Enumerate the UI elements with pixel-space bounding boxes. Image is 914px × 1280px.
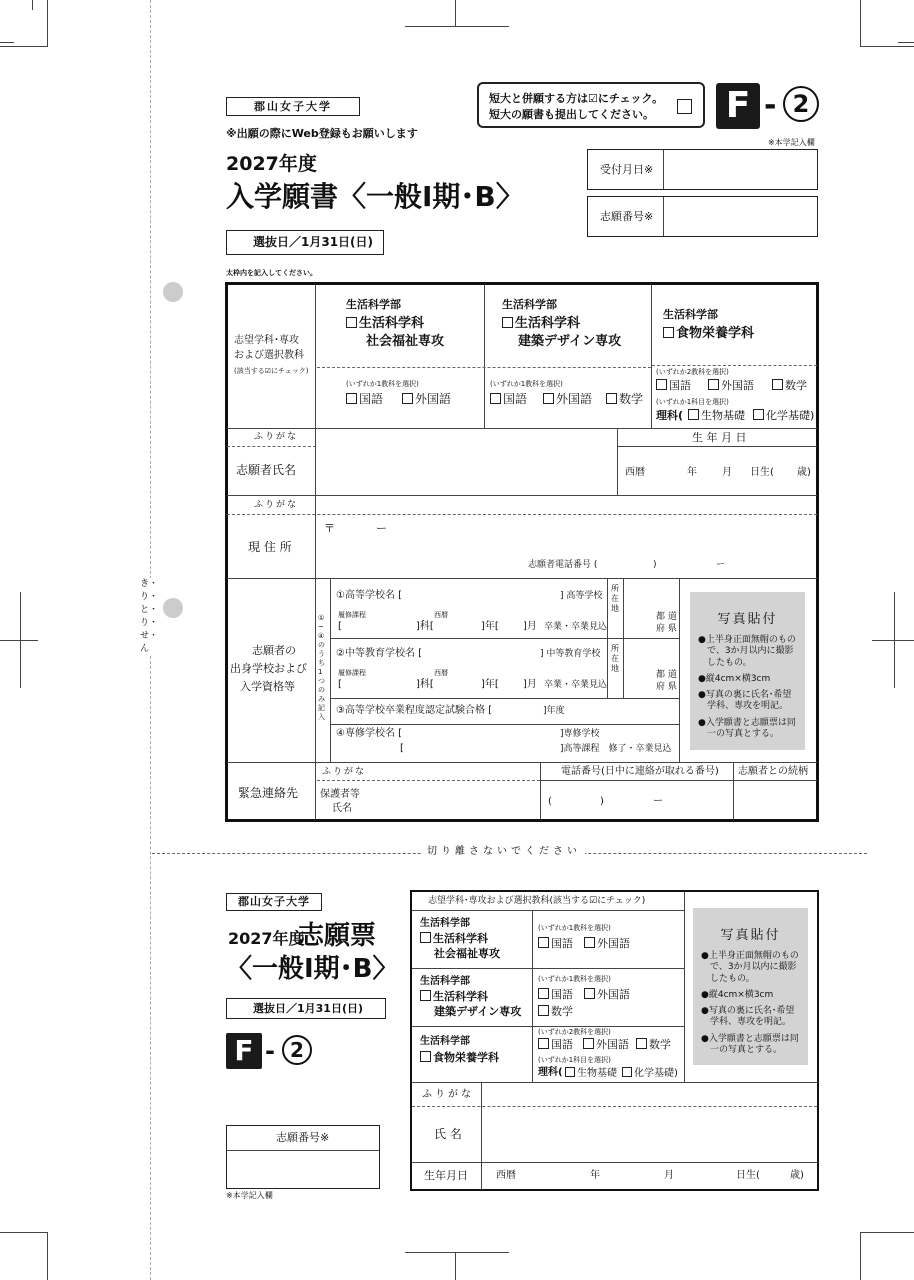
school-label3: 入学資格等 <box>240 680 295 693</box>
slip-badge-number: 2 <box>282 1035 312 1065</box>
combo-checkbox[interactable] <box>677 99 692 114</box>
badge-dash: - <box>764 88 777 123</box>
photo-note: ●入学願書と志願票は同一の写真とする。 <box>698 717 796 739</box>
dept1-subject-japanese[interactable]: 国語 <box>346 392 383 406</box>
cut-line-label: 切り離さないでください <box>423 846 585 858</box>
school-vertical-note: ①~④のうち1つのみ記入 <box>318 614 325 721</box>
furigana-label-guardian: ふりがな <box>322 767 367 777</box>
todofuken-label: 都 道 <box>656 670 677 680</box>
slip-dob-year: 年 <box>590 1170 600 1181</box>
selection-date-box: 選抜日／1月31日(日) <box>226 230 384 255</box>
slip-subtitle: 〈一般Ⅰ期･B〉 <box>226 954 399 984</box>
dept3-pick-note: (いずれか2教科を選択) <box>656 368 729 376</box>
course-bracket: [ <box>338 621 342 632</box>
slip-photo-title: 写真貼付 <box>720 928 781 943</box>
slip-d3-science-label: 理科( <box>538 1067 563 1078</box>
emergency-phone-open: ( <box>548 796 552 807</box>
address-label: 現 住 所 <box>248 540 292 554</box>
location-label: 所在地 <box>611 584 619 613</box>
slip-application-number-field[interactable] <box>227 1151 379 1188</box>
vocational-suffix2: ]高等課程 修了・卒業見込 <box>560 744 672 754</box>
slip-d2-subject-japanese[interactable]: 国語 <box>538 988 573 1001</box>
furigana-label-address: ふりがな <box>254 500 299 510</box>
course-nen: ]年[ <box>481 621 499 632</box>
course-ka: ]科[ <box>416 621 434 632</box>
dept3-subject-math[interactable]: 数学 <box>772 379 807 392</box>
slip-name-label: 氏 名 <box>434 1127 462 1141</box>
application-number-label: 志願番号※ <box>600 210 654 223</box>
phone-label: 志願者電話番号 ( <box>528 560 598 570</box>
emergency-label: 緊急連絡先 <box>238 786 299 800</box>
dept2-faculty: 生活科学部 <box>502 298 557 311</box>
dept3-science-chemistry[interactable]: 化学基礎) <box>753 409 814 422</box>
course-grad: 卒業・卒業見込 <box>544 622 608 632</box>
photo-note: ●写真の裏に氏名･希望学科、専攻を明記。 <box>698 690 792 712</box>
slip-d3-science-chemistry[interactable]: 化学基礎) <box>622 1067 678 1080</box>
todofuken-label: 都 道 <box>656 612 677 622</box>
web-note: ※出願の際にWeb登録もお願いします <box>226 127 418 140</box>
guardian-label2: 氏名 <box>332 803 352 814</box>
dob-label: 生 年 月 日 <box>692 431 747 444</box>
emergency-phone-dash: ー <box>653 796 663 807</box>
slip-application-number-label: 志願番号※ <box>276 1131 330 1144</box>
slip-d3-subject-japanese[interactable]: 国語 <box>538 1038 573 1051</box>
dept2-subject-foreign[interactable]: 外国語 <box>543 392 592 406</box>
dept3-dept-checkbox[interactable]: 食物栄養学科 <box>663 326 754 342</box>
phone-mid: ) <box>653 560 657 570</box>
dept1-major: 社会福祉専攻 <box>366 334 445 349</box>
dept3-science-note: (いずれか1科目を選択) <box>656 398 729 406</box>
dept3-subject-japanese[interactable]: 国語 <box>656 379 691 392</box>
slip-d2-subject-foreign[interactable]: 外国語 <box>584 988 630 1001</box>
slip-d1-note: (いずれか1教科を選択) <box>538 924 611 932</box>
dept2-major: 建築デザイン専攻 <box>518 334 622 349</box>
slip-d3-science-note: (いずれか1科目を選択) <box>538 1056 611 1064</box>
address-field[interactable] <box>317 516 815 556</box>
slip-d3-faculty: 生活科学部 <box>420 1036 470 1047</box>
vocational-bracket: [ <box>400 743 404 754</box>
vocational-school-name: ④専修学校名 [ <box>336 728 403 739</box>
dept1-faculty: 生活科学部 <box>346 298 401 311</box>
dept2-subject-japanese[interactable]: 国語 <box>490 392 527 406</box>
postal-dash: ー <box>376 522 387 535</box>
dept-label1: 志望学科･専攻 <box>234 335 299 346</box>
slip-d3-dept-checkbox[interactable]: 食物栄養学科 <box>420 1051 499 1064</box>
dob-year: 年 <box>687 467 697 478</box>
secondary-school-name: ②中等教育学校名 [ <box>336 648 423 659</box>
combo-line1: 短大と併願する方は☑にチェック。 <box>489 92 664 105</box>
applicant-name-label: 志願者氏名 <box>236 463 297 477</box>
slip-badge-letter: F <box>226 1033 262 1069</box>
hse-suffix: ]年度 <box>543 706 565 716</box>
school-label1: 志願者の <box>252 644 296 657</box>
slip-d1-subject-japanese[interactable]: 国語 <box>538 937 573 950</box>
year-label: 2027年度 <box>226 153 317 175</box>
slip-dob-day: 日生( <box>736 1170 760 1181</box>
slip-d2-note: (いずれか1教科を選択) <box>538 975 611 983</box>
slip-d2-major: 建築デザイン専攻 <box>434 1005 522 1018</box>
dept-label2: および選択教科 <box>234 350 304 361</box>
slip-table-header: 志望学科･専攻および選択教科(該当する☑にチェック) <box>428 896 646 906</box>
slip-d1-subject-foreign[interactable]: 外国語 <box>584 937 630 950</box>
dept1-dept-checkbox[interactable]: 生活科学科 <box>346 316 424 332</box>
slip-dob-month: 月 <box>664 1170 674 1181</box>
phone-dash: ー <box>716 560 726 570</box>
dept2-subject-math[interactable]: 数学 <box>606 392 643 406</box>
slip-d1-faculty: 生活科学部 <box>420 918 470 929</box>
dept-label3: (該当する☑にチェック) <box>234 367 309 375</box>
punch-hole <box>163 282 183 302</box>
furigana-label: ふりがな <box>254 432 299 442</box>
slip-name-field[interactable] <box>483 1108 817 1160</box>
badge-letter: F <box>716 83 760 129</box>
location-label: 所在地 <box>611 644 619 673</box>
dept1-subject-foreign[interactable]: 外国語 <box>402 392 451 406</box>
photo-note: ●写真の裏に氏名･希望学科、専攻を明記。 <box>701 1006 795 1028</box>
emergency-phone-close: ) <box>600 796 604 807</box>
slip-d3-subject-foreign[interactable]: 外国語 <box>583 1038 629 1051</box>
combo-checkbox-box <box>477 82 705 128</box>
dept1-pick-note: (いずれか1教科を選択) <box>346 380 419 388</box>
slip-dob-seireki: 西暦 <box>496 1170 516 1181</box>
todofuken-label: 府 県 <box>656 682 677 692</box>
slip-dob-label: 生年月日 <box>424 1169 468 1182</box>
seireki-label: 西暦 <box>434 611 448 619</box>
dept3-faculty: 生活科学部 <box>663 308 718 321</box>
slip-university-box: 郡山女子大学 <box>226 893 322 911</box>
dept2-dept-checkbox[interactable]: 生活科学科 <box>502 316 580 332</box>
university-box: 郡山女子大学 <box>226 97 360 116</box>
course-ka: ]科[ <box>416 679 434 690</box>
dept3-science-biology[interactable]: 生物基礎 <box>688 409 745 422</box>
photo-note: ●縦4cm×横3cm <box>701 989 774 1000</box>
slip-dob-age: 歳) <box>790 1170 804 1181</box>
punch-hole <box>163 598 183 618</box>
photo-note: ●上半身正面無帽のもので、3か月以内に撮影したもの。 <box>701 951 799 984</box>
slip-d2-faculty: 生活科学部 <box>420 976 470 987</box>
slip-furigana-label: ふりがな <box>422 1089 474 1100</box>
dept3-science-label: 理科( <box>656 409 684 422</box>
dob-age: 歳) <box>797 467 811 478</box>
slip-photo-placeholder[interactable] <box>693 908 808 1065</box>
slip-d2-subject-math[interactable]: 数学 <box>538 1005 573 1018</box>
course-label: 履修課程 <box>338 669 366 677</box>
relation-label: 志願者との続柄 <box>738 766 808 777</box>
course-bracket: [ <box>338 679 342 690</box>
course-label: 履修課程 <box>338 611 366 619</box>
slip-d2-dept-checkbox[interactable]: 生活科学科 <box>420 990 488 1003</box>
slip-selection-date: 選抜日／1月31日(日) <box>226 998 386 1019</box>
cut-line-vertical-label: き・り・と・り・せ・ん <box>140 579 159 654</box>
secondary-school-suffix: ] 中等教育学校 <box>540 649 601 659</box>
todofuken-label: 府 県 <box>656 624 677 634</box>
slip-office-note: ※本学記入欄 <box>226 1191 273 1200</box>
school-label2: 出身学校および <box>230 662 307 675</box>
badge-number: 2 <box>783 86 819 122</box>
high-school-name: ①高等学校名 [ <box>336 590 403 601</box>
slip-title: 志願票 <box>298 921 377 951</box>
dept3-subject-foreign[interactable]: 外国語 <box>708 379 754 392</box>
slip-badge-dash: - <box>265 1037 275 1065</box>
fill-note: 太枠内を記入してください。 <box>226 269 317 277</box>
dob-day: 日生( <box>750 467 774 478</box>
guardian-label1: 保護者等 <box>320 789 360 800</box>
course-tsuki: ]月 <box>523 621 537 632</box>
photo-note: ●縦4cm×横3cm <box>698 673 771 684</box>
slip-d1-major: 社会福祉専攻 <box>434 947 500 960</box>
slip-d3-subject-math[interactable]: 数学 <box>636 1038 671 1051</box>
postal-mark: 〒 <box>324 522 335 535</box>
dob-seireki: 西暦 <box>625 467 645 478</box>
photo-note: ●入学願書と志願票は同一の写真とする。 <box>701 1033 799 1055</box>
slip-year: 2027年度 <box>228 929 305 948</box>
office-note: ※本学記入欄 <box>768 138 815 147</box>
photo-placeholder[interactable] <box>690 592 805 750</box>
course-nen: ]年[ <box>481 679 499 690</box>
photo-title: 写真貼付 <box>717 612 778 627</box>
dob-month: 月 <box>722 467 732 478</box>
photo-note: ●上半身正面無帽のもので、3か月以内に撮影したもの。 <box>698 635 796 668</box>
emergency-phone-label: 電話番号(日中に連絡が取れる番号) <box>561 766 719 777</box>
course-tsuki: ]月 <box>523 679 537 690</box>
receipt-date-label: 受付月日※ <box>600 163 654 176</box>
course-grad: 卒業・卒業見込 <box>544 680 608 690</box>
page-title: 入学願書〈一般Ⅰ期･B〉 <box>226 180 524 213</box>
slip-d3-science-biology[interactable]: 生物基礎 <box>565 1067 617 1080</box>
combo-line2: 短大の願書も提出してください。 <box>489 108 654 121</box>
dept2-pick-note: (いずれか1教科を選択) <box>490 380 563 388</box>
slip-d1-dept-checkbox[interactable]: 生活科学科 <box>420 932 488 945</box>
applicant-name-field[interactable] <box>317 448 615 494</box>
slip-d3-note: (いずれか2教科を選択) <box>538 1028 611 1036</box>
seireki-label: 西暦 <box>434 669 448 677</box>
hse-label: ③高等学校卒業程度認定試験合格 [ <box>336 705 493 716</box>
high-school-suffix: ] 高等学校 <box>560 591 603 601</box>
vocational-school-suffix: ]専修学校 <box>560 729 600 739</box>
